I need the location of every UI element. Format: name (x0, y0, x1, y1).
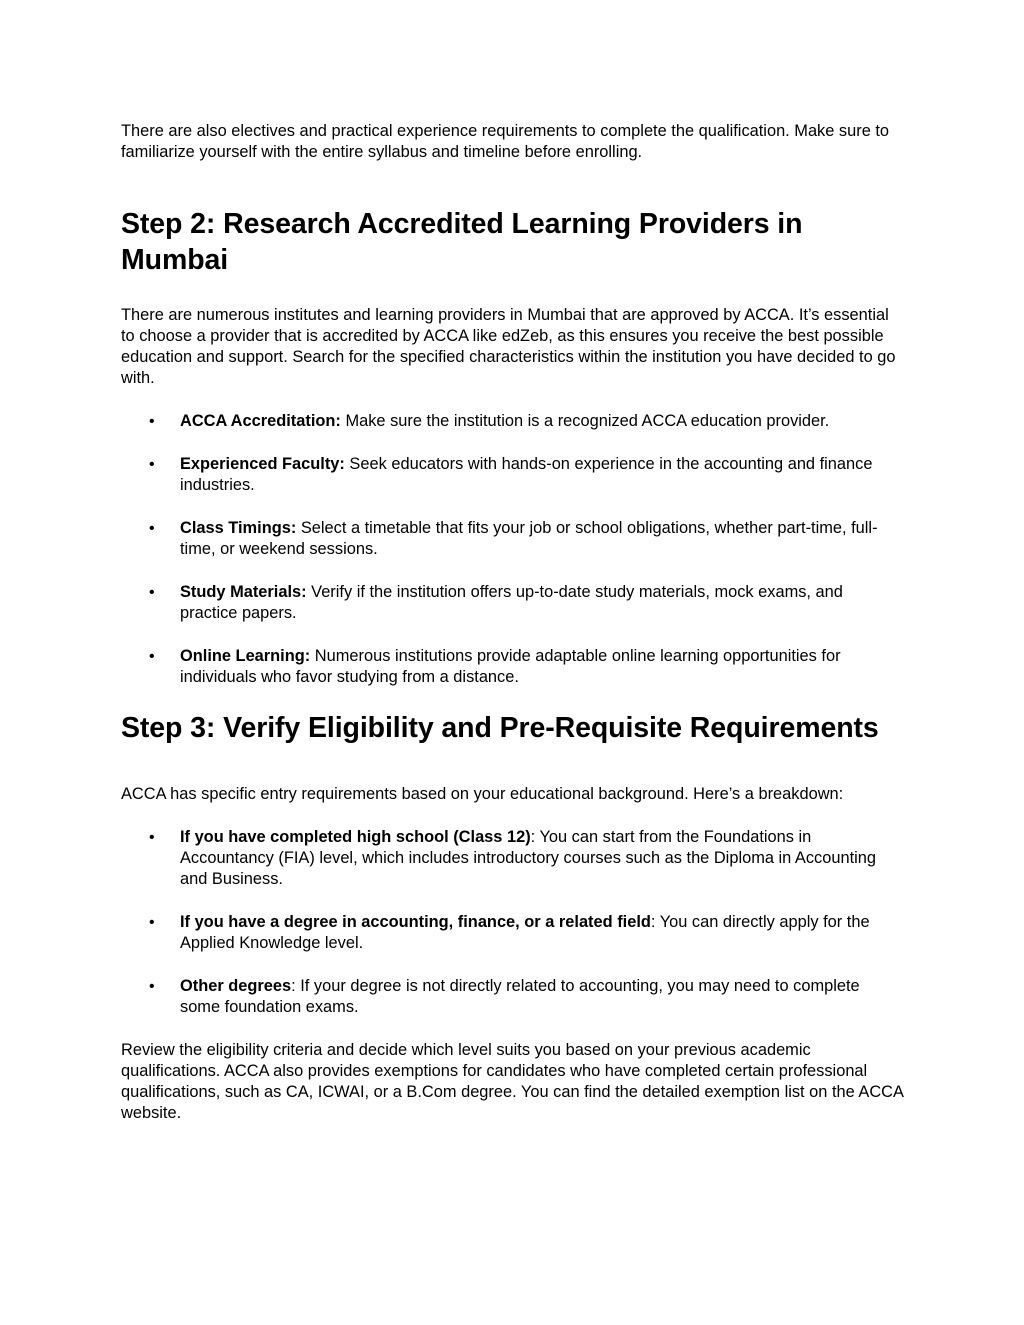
list-item-other-degrees (121, 976, 904, 1018)
item-text: Numerous institutions provide adaptable online learning opportunities for individuals who favor studying from a distance. (180, 647, 841, 686)
step3-list (121, 827, 904, 1018)
list-item-online (121, 646, 904, 688)
item-label: Other degrees (180, 977, 292, 995)
item-label: Online Learning: (180, 647, 311, 665)
item-label: If you have a degree in accounting, finance, or a related field (180, 913, 651, 931)
item-label: Experienced Faculty: (180, 455, 345, 473)
item-text: Verify if the institution offers up-to-date study materials, mock exams, and practice papers. (180, 583, 843, 622)
bullet-icon: • (149, 914, 155, 931)
item-text: Seek educators with hands-on experience in the accounting and finance industries. (180, 455, 873, 494)
list-item-accreditation (121, 411, 904, 432)
item-text: Make sure the institution is a recognized ACCA education provider. (340, 412, 830, 430)
item-label: ACCA Accreditation: (180, 412, 341, 430)
bullet-icon: • (149, 456, 155, 473)
step2-list (121, 411, 904, 688)
list-item-degree-related (121, 912, 904, 954)
list-item-high-school (121, 827, 904, 890)
item-label: Class Timings: (180, 519, 297, 537)
list-item-timings (121, 518, 904, 560)
closing-paragraph: Review the eligibility criteria and decide which level suits you based on your previous academic qualifications. ACCA also provides exemptions for candidates who have completed certain professional qualifications, such as CA, ICWAI, or a B.Com degree. You can find the detailed exemption list on the ACCA website. (121, 1041, 904, 1122)
list-item-faculty (121, 454, 904, 496)
item-text: : You can start from the Foundations in Accountancy (FIA) level, which includes introductory courses such as the Diploma in Accounting and Business. (180, 828, 877, 888)
item-text: : If your degree is not directly related to accounting, you may need to complete some foundation exams. (180, 977, 860, 1016)
bullet-icon: • (149, 520, 155, 537)
step2-paragraph: There are numerous institutes and learning providers in Mumbai that are approved by ACCA. It’s essential to choose a provider that is accredited by ACCA like edZeb, as this ensures you receive the best possible education and support. Search for the specified characteristics within the institution you have decided to go with. (121, 306, 896, 387)
bullet-icon: • (149, 829, 155, 846)
item-text: : You can directly apply for the Applied Knowledge level. (180, 913, 870, 952)
item-text: Select a timetable that fits your job or school obligations, whether part-time, full-time, or weekend sessions. (180, 519, 878, 558)
step3-paragraph: ACCA has specific entry requirements based on your educational background. Here’s a breakdown: (121, 785, 844, 803)
intro-paragraph: There are also electives and practical experience requirements to complete the qualification. Make sure to familiarize yourself with the entire syllabus and timeline before enrolling. (121, 122, 890, 161)
bullet-icon: • (149, 978, 155, 995)
bullet-icon: • (149, 413, 155, 430)
list-item-materials (121, 582, 904, 624)
step3-heading: Step 3: Verify Eligibility and Pre-Requisite Requirements (121, 712, 879, 744)
item-label: Study Materials: (180, 583, 307, 601)
item-label: If you have completed high school (Class 12) (180, 828, 531, 846)
bullet-icon: • (149, 584, 155, 601)
step2-heading: Step 2: Research Accredited Learning Providers in Mumbai (121, 208, 803, 276)
bullet-icon: • (149, 648, 155, 665)
